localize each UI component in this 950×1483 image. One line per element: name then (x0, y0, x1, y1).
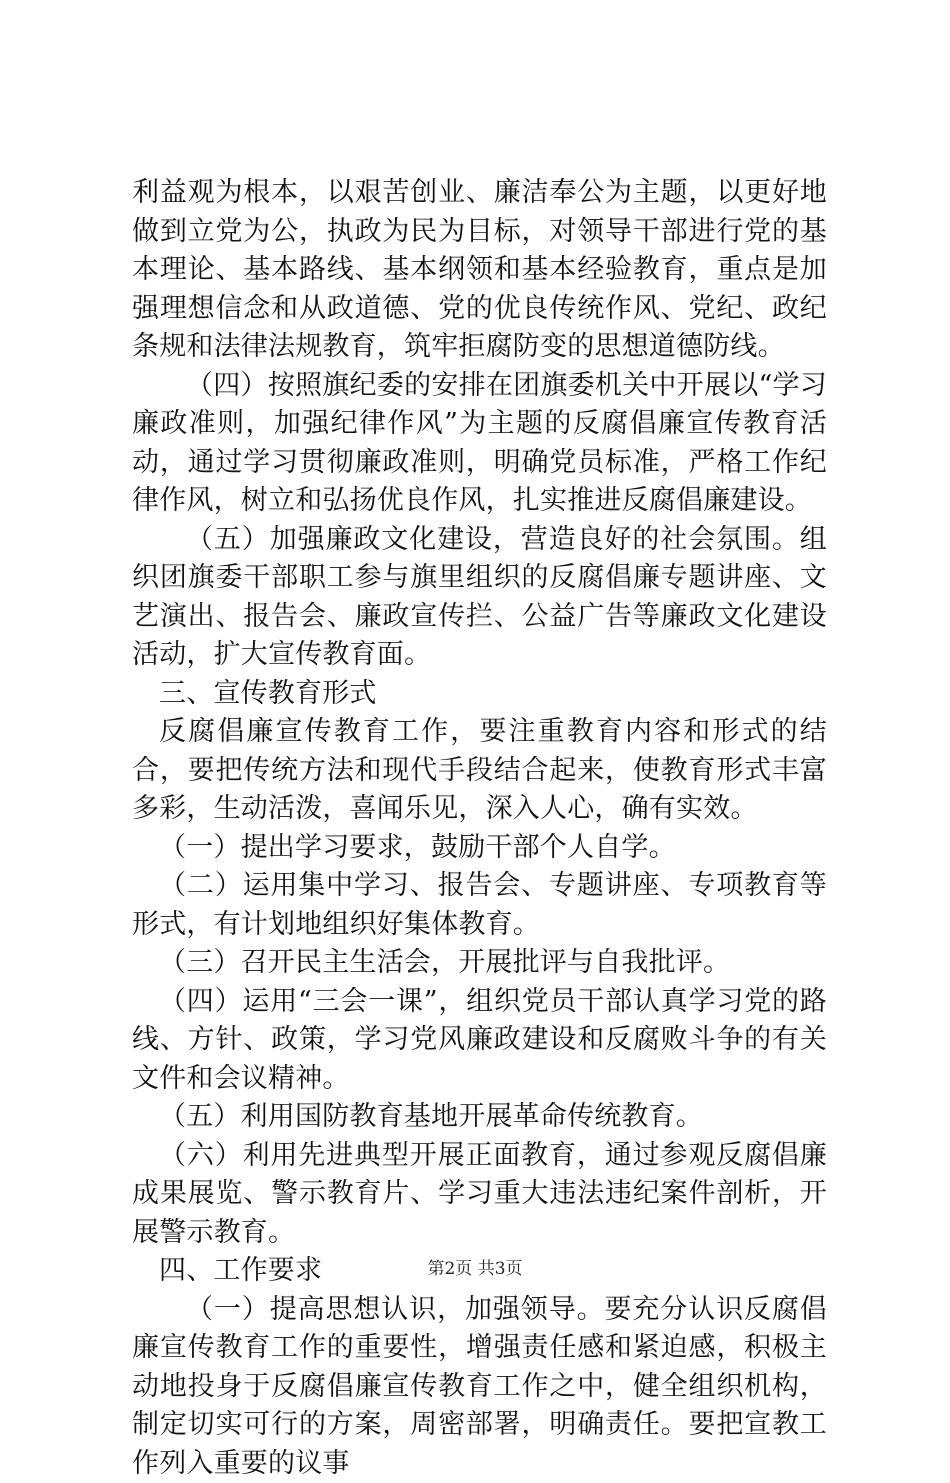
paragraph-form-1: （一）提出学习要求，鼓励干部个人自学。 (132, 829, 827, 868)
paragraph-item-5: （五）加强廉政文化建设，营造良好的社会氛围。组织团旗委干部职工参与旗里组织的反腐倡廉专题讲座、文艺演出、报告会、廉政宣传拦、公益广告等廉政文化建设活动，扩大宣传教育面。 (132, 521, 827, 675)
section-heading-3: 三、宣传教育形式 (132, 675, 827, 714)
paragraph-form-5: （五）利用国防教育基地开展革命传统教育。 (132, 1098, 827, 1137)
paragraph-continued: 利益观为根本，以艰苦创业、廉洁奉公为主题，以更好地做到立党为公，执政为民为目标，对领导干部进行党的基本理论、基本路线、基本纲领和基本经验教育，重点是加强理想信念和从政道德、党的优良传统作风、党纪、政纪条规和法律法规教育，筑牢拒腐防变的思想道德防线。 (132, 174, 827, 367)
document-body (132, 174, 827, 1483)
paragraph-section-3-intro: 反腐倡廉宣传教育工作，要注重教育内容和形式的结合，要把传统方法和现代手段结合起来，使教育形式丰富多彩，生动活泼，喜闻乐见，深入人心，确有实效。 (132, 713, 827, 829)
paragraph-form-6: （六）利用先进典型开展正面教育，通过参观反腐倡廉成果展览、警示教育片、学习重大违法违纪案件剖析，开展警示教育。 (132, 1137, 827, 1253)
paragraph-item-4: （四）按照旗纪委的安排在团旗委机关中开展以“学习廉政准则，加强纪律作风”为主题的反腐倡廉宣传教育活动，通过学习贯彻廉政准则，明确党员标准，严格工作纪律作风，树立和弘扬优良作风，扎实推进反腐倡廉建设。 (132, 367, 827, 521)
paragraph-form-3: （三）召开民主生活会，开展批评与自我批评。 (132, 944, 827, 983)
page-number-footer: 第2页 共3页 (0, 1254, 950, 1279)
section-heading-4: 四、工作要求 (132, 1252, 827, 1291)
paragraph-requirement-1: （一）提高思想认识，加强领导。要充分认识反腐倡廉宣传教育工作的重要性，增强责任感和紧迫感，积极主动地投身于反腐倡廉宣传教育工作之中，健全组织机构，制定切实可行的方案，周密部署，明确责任。要把宣教工作列入重要的议事 (132, 1291, 827, 1483)
paragraph-form-4: （四）运用“三会一课”，组织党员干部认真学习党的路线、方针、政策，学习党风廉政建设和反腐败斗争的有关文件和会议精神。 (132, 983, 827, 1099)
paragraph-form-2: （二）运用集中学习、报告会、专题讲座、专项教育等形式，有计划地组织好集体教育。 (132, 867, 827, 944)
